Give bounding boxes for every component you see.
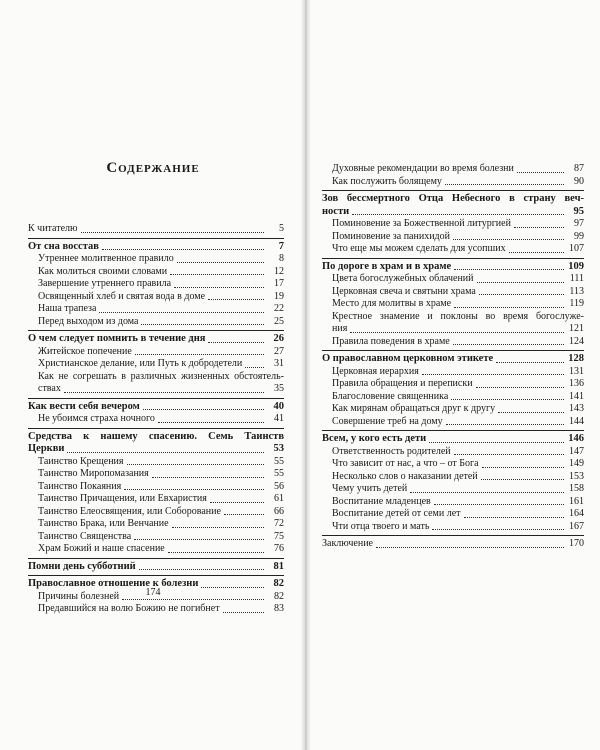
toc-entry-page: 55 xyxy=(274,468,284,479)
dot-leader xyxy=(410,492,564,493)
toc-entry-page: 8 xyxy=(279,253,284,264)
dot-leader xyxy=(481,479,564,480)
dot-leader xyxy=(174,287,264,288)
toc-entry-page: 153 xyxy=(569,470,584,482)
toc-entry-title: По дороге в храм и в храме xyxy=(322,260,452,272)
toc-entry-title: Как молиться своими словами xyxy=(38,265,168,277)
toc-entry-page: 53 xyxy=(273,443,284,454)
toc-section-entry xyxy=(322,535,584,551)
dot-leader xyxy=(350,332,564,333)
dot-leader xyxy=(352,214,564,215)
toc-subsection-entry xyxy=(28,518,284,531)
toc-entry-title-continued: ности xyxy=(322,205,350,217)
toc-entry-title: Что еще мы можем сделать для усопших xyxy=(332,243,506,254)
toc-entry-page: 81 xyxy=(273,560,284,572)
dot-leader xyxy=(223,612,264,613)
toc-entry-page: 82 xyxy=(274,590,284,602)
toc-entry-page: 83 xyxy=(274,603,284,614)
dot-leader xyxy=(477,282,564,283)
toc-entry-page: 97 xyxy=(574,218,584,229)
toc-subsection-entry xyxy=(28,531,284,544)
toc-entry-title: Освященный хлеб и святая вода в доме xyxy=(38,290,206,302)
toc-subsection-entry xyxy=(322,366,584,379)
toc-entry-page: 7 xyxy=(278,240,284,252)
dot-leader xyxy=(99,312,264,313)
dot-leader xyxy=(210,502,264,503)
dot-leader xyxy=(158,422,264,423)
dot-leader xyxy=(496,362,564,363)
toc-subsection-entry xyxy=(322,508,584,521)
toc-entry-title: Воспитание детей от семи лет xyxy=(332,508,461,519)
toc-list-left xyxy=(28,223,284,616)
toc-subsection-entry xyxy=(322,311,584,336)
toc-subsection-entry xyxy=(28,543,284,556)
dot-leader xyxy=(476,387,564,388)
toc-entry-page: 17 xyxy=(274,278,284,289)
toc-entry-page: 131 xyxy=(569,365,584,377)
toc-subsection-entry xyxy=(28,303,284,316)
toc-subsection-entry xyxy=(28,291,284,304)
toc-entry-title: Храм Божий и наше спасение xyxy=(38,543,165,554)
toc-entry-page: 66 xyxy=(274,505,284,517)
dot-leader xyxy=(170,274,264,275)
toc-section-entry xyxy=(28,398,284,414)
toc-entry-title: Таинство Брака, или Венчание xyxy=(38,518,169,529)
toc-entry-page: 82 xyxy=(273,578,284,589)
dot-leader xyxy=(454,307,564,308)
toc-section-entry xyxy=(28,330,284,346)
toc-entry-title: Заключение xyxy=(322,538,373,549)
toc-entry-page: 158 xyxy=(569,483,584,494)
toc-subsection-entry xyxy=(28,253,284,266)
toc-entry-page: 25 xyxy=(274,315,284,327)
dot-leader xyxy=(453,239,564,240)
toc-entry-page: 113 xyxy=(569,285,584,297)
toc-entry-title: О чем следует помнить в течение дня xyxy=(28,333,206,344)
dot-leader xyxy=(445,184,564,185)
toc-entry-page: 167 xyxy=(569,520,584,532)
toc-entry-title: О православном церковном этикете xyxy=(322,353,494,364)
toc-subsection-entry xyxy=(322,458,584,471)
dot-leader xyxy=(434,504,564,505)
toc-section-entry xyxy=(322,258,584,274)
toc-entry-title: Таинство Священства xyxy=(38,530,132,542)
toc-entry-title: Причины болезней xyxy=(38,590,120,602)
toc-entry-title: Не убоимся страха ночного xyxy=(38,413,155,424)
toc-entry-page: 90 xyxy=(574,175,584,187)
dot-leader xyxy=(208,342,264,343)
toc-entry-page: 128 xyxy=(568,353,584,364)
toc-entry-title: Предавшийся на волю Божию не погибнет xyxy=(38,603,220,614)
toc-subsection-entry xyxy=(322,298,584,311)
toc-entry-page: 107 xyxy=(569,243,584,254)
toc-entry-title: Место для молитвы в храме xyxy=(332,298,452,309)
toc-entry-page: 12 xyxy=(274,265,284,277)
dot-leader xyxy=(224,514,264,515)
toc-section-entry xyxy=(28,428,284,456)
toc-entry-title: От сна восстав xyxy=(28,240,99,252)
dot-leader xyxy=(134,539,264,540)
dot-leader xyxy=(64,392,264,393)
dot-leader xyxy=(168,552,264,553)
toc-entry-page: 72 xyxy=(274,518,284,529)
toc-entry-title: Всем, у кого есть дети xyxy=(322,433,427,444)
toc-subsection-entry xyxy=(322,176,584,189)
dot-leader xyxy=(135,354,264,355)
toc-entry-title-continued: ния xyxy=(332,323,348,334)
dot-leader xyxy=(143,409,264,410)
dot-leader xyxy=(127,464,264,465)
dot-leader xyxy=(245,367,264,368)
toc-entry-page: 26 xyxy=(273,333,284,344)
toc-entry-title: К читателю xyxy=(28,223,78,234)
dot-leader xyxy=(451,399,564,400)
toc-section-entry xyxy=(28,558,284,574)
dot-leader xyxy=(482,467,564,468)
toc-subsection-entry xyxy=(28,493,284,506)
toc-entry-page: 124 xyxy=(569,335,584,347)
toc-entry-title: Перед выходом из дома xyxy=(38,315,139,327)
toc-section-entry xyxy=(322,350,584,366)
toc-section-entry xyxy=(28,238,284,254)
toc-entry-title: Благословение священника xyxy=(332,390,449,402)
toc-entry-title: Поминовение за панихидой xyxy=(332,230,450,242)
toc-subsection-entry xyxy=(322,521,584,534)
toc-subsection-entry xyxy=(322,391,584,404)
toc-entry-title: Цвета богослужебных облачений xyxy=(332,273,474,284)
toc-subsection-entry xyxy=(322,471,584,484)
dot-leader xyxy=(81,232,265,233)
toc-entry-title: Что зависит от нас, а что – от Бога xyxy=(332,458,479,469)
dot-leader xyxy=(172,527,264,528)
toc-subsection-entry xyxy=(28,456,284,469)
toc-entry-title: Ответственность родителей xyxy=(332,445,451,457)
toc-entry-page: 146 xyxy=(568,433,584,444)
toc-subsection-entry xyxy=(28,278,284,291)
toc-entry-title: Чему учить детей xyxy=(332,483,408,494)
toc-entry-title: Таинство Покаяния xyxy=(38,480,122,492)
toc-entry-title: Несколько слов о наказании детей xyxy=(332,470,478,482)
toc-entry-title: Поминовение за Божественной литургией xyxy=(332,218,511,229)
toc-entry-page: 55 xyxy=(274,455,284,467)
toc-entry-title: Зов бессмертного Отца Небесного в страну веч- xyxy=(322,193,584,204)
toc-subsection-entry xyxy=(322,218,584,231)
dot-leader xyxy=(432,529,564,530)
toc-entry-page: 87 xyxy=(574,163,584,174)
toc-entry-page: 119 xyxy=(569,298,584,309)
toc-subsection-entry xyxy=(28,506,284,519)
toc-entry-page: 99 xyxy=(574,230,584,242)
toc-entry-page: 136 xyxy=(569,378,584,389)
dot-leader xyxy=(509,252,564,253)
toc-entry-title: Церковная свеча и святыни храма xyxy=(332,285,476,297)
dot-leader xyxy=(464,517,564,518)
toc-entry-title: Церковная иерархия xyxy=(332,365,419,377)
toc-subsection-entry xyxy=(322,483,584,496)
dot-leader xyxy=(139,569,264,570)
toc-subsection-entry xyxy=(322,243,584,256)
toc-subsection-entry xyxy=(322,336,584,349)
toc-entry-title: Таинство Причащения, или Евхаристия xyxy=(38,493,207,504)
toc-entry-page: 164 xyxy=(569,508,584,519)
toc-entry-title: Чти отца твоего и мать xyxy=(332,520,430,532)
dot-leader xyxy=(453,344,564,345)
toc-subsection-entry xyxy=(28,468,284,481)
toc-entry-title: Наша трапеза xyxy=(38,303,97,314)
toc-subsection-entry xyxy=(28,371,284,396)
toc-section-entry xyxy=(322,430,584,446)
toc-entry-title: Христианское делание, или Путь к добродетели xyxy=(38,358,243,369)
toc-entry-page: 147 xyxy=(569,445,584,457)
toc-entry-page: 143 xyxy=(569,403,584,414)
toc-entry-title: Помни день субботний xyxy=(28,560,136,572)
dot-leader xyxy=(446,424,564,425)
toc-subsection-entry xyxy=(322,496,584,509)
toc-entry-title: Завершение утреннего правила xyxy=(38,278,172,289)
toc-subsection-entry xyxy=(322,163,584,176)
page-title: Содержание xyxy=(106,160,200,176)
dot-leader xyxy=(422,374,564,375)
toc-subsection-entry xyxy=(322,416,584,429)
toc-entry-page: 111 xyxy=(569,273,584,284)
toc-entry-page: 31 xyxy=(274,358,284,369)
page-number: 174 xyxy=(145,587,161,598)
toc-entry-title: Таинство Елеосвящения, или Соборование xyxy=(38,505,221,517)
dot-leader xyxy=(454,269,564,270)
toc-entry-page: 56 xyxy=(274,480,284,492)
toc-subsection-entry xyxy=(322,446,584,459)
toc-entry-page: 144 xyxy=(569,415,584,427)
toc-subsection-entry xyxy=(322,403,584,416)
toc-entry-page: 109 xyxy=(568,260,584,272)
toc-entry-title: Как послужить болящему xyxy=(332,175,442,187)
dot-leader xyxy=(429,442,564,443)
toc-entry-title: Крестное знамение и поклоны во время богослуже- xyxy=(332,310,584,322)
toc-entry-page: 61 xyxy=(274,493,284,504)
dot-leader xyxy=(177,262,264,263)
toc-subsection-entry xyxy=(28,266,284,279)
toc-subsection-entry xyxy=(28,603,284,616)
dot-leader xyxy=(141,324,264,325)
toc-entry-title: Совершение треб на дому xyxy=(332,415,443,427)
dot-leader xyxy=(514,227,564,228)
toc-subsection-entry xyxy=(322,286,584,299)
toc-entry-title: Как мирянам обращаться друг к другу xyxy=(332,403,496,414)
toc-entry-page: 5 xyxy=(279,223,284,234)
toc-list-right xyxy=(322,163,584,551)
toc-entry-page: 95 xyxy=(573,205,584,217)
toc-entry-title: Таинство Миропомазания xyxy=(38,468,149,479)
toc-entry-page: 76 xyxy=(274,543,284,554)
toc-entry-title: Утреннее молитвенное правило xyxy=(38,253,174,264)
toc-subsection-entry xyxy=(28,346,284,359)
toc-entry-page: 22 xyxy=(274,303,284,314)
toc-subsection-entry xyxy=(322,231,584,244)
toc-entry-title: Таинство Крещения xyxy=(38,455,124,467)
dot-leader xyxy=(152,477,264,478)
dot-leader xyxy=(454,454,564,455)
dot-leader xyxy=(102,249,264,250)
toc-entry-page: 121 xyxy=(569,323,584,334)
dot-leader xyxy=(479,294,564,295)
toc-subsection-entry xyxy=(28,413,284,426)
toc-subsection-entry xyxy=(322,273,584,286)
toc-entry-page: 161 xyxy=(569,495,584,507)
dot-leader xyxy=(517,172,564,173)
toc-entry-title: Средства к нашему спасению. Семь Таинств xyxy=(28,430,284,442)
toc-entry-page: 141 xyxy=(569,390,584,402)
toc-entry-page: 170 xyxy=(569,538,584,549)
toc-entry-page: 75 xyxy=(274,530,284,542)
dot-leader xyxy=(122,599,264,600)
toc-entry-title: Духовные рекомендации во время болезни xyxy=(332,163,514,174)
dot-leader xyxy=(67,452,264,453)
toc-entry-page: 27 xyxy=(274,345,284,357)
toc-entry-page: 149 xyxy=(569,458,584,469)
toc-entry-title: Воспитание младенцев xyxy=(332,495,431,507)
toc-entry-page: 41 xyxy=(274,413,284,424)
dot-leader xyxy=(376,547,564,548)
dot-leader xyxy=(208,299,264,300)
toc-section-entry xyxy=(322,190,584,218)
dot-leader xyxy=(498,412,564,413)
right-page xyxy=(306,0,600,750)
toc-entry-title: Как не согрешать в различных жизненных обстоятель- xyxy=(38,370,284,382)
toc-entry-title: Правила обращения и переписки xyxy=(332,378,473,389)
toc-entry-title: Житейское попечение xyxy=(38,345,132,357)
toc-section-entry xyxy=(28,223,284,236)
toc-subsection-entry xyxy=(28,481,284,494)
toc-entry-page: 19 xyxy=(274,290,284,302)
toc-entry-title: Как вести себя вечером xyxy=(28,400,140,412)
toc-entry-title-continued: ствах xyxy=(38,383,61,394)
toc-subsection-entry xyxy=(28,358,284,371)
dot-leader xyxy=(124,489,264,490)
toc-subsection-entry xyxy=(28,316,284,329)
toc-entry-title: Православное отношение к болезни xyxy=(28,578,199,589)
toc-entry-title: Правила поведения в храме xyxy=(332,335,450,347)
toc-subsection-entry xyxy=(322,378,584,391)
toc-entry-page: 40 xyxy=(273,400,284,412)
toc-entry-page: 35 xyxy=(274,383,284,394)
toc-entry-title-continued: Церкви xyxy=(28,443,65,454)
